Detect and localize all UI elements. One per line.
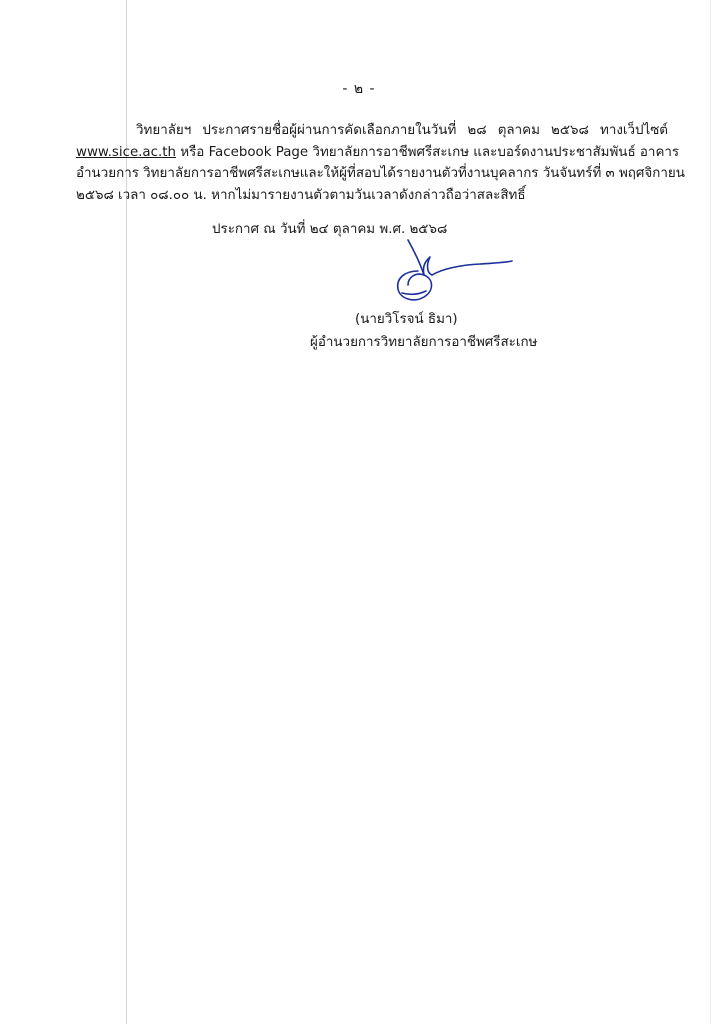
website-link[interactable]: www.sice.ac.th: [76, 144, 176, 160]
announcement-date: ประกาศ ณ วันที่ ๒๔ ตุลาคม พ.ศ. ๒๕๖๘: [212, 222, 448, 237]
page-number: - ๒ -: [342, 81, 376, 97]
body-paragraph: [76, 120, 685, 206]
signer-name: (นายวิโรจน์ ธิมา): [355, 312, 458, 327]
paragraph-line-2: [76, 142, 680, 164]
scan-edge-line: [710, 0, 711, 1024]
paragraph-line-1: วิทยาลัยฯ ประกาศรายชื่อผู้ผ่านการคัดเลือกภายในวันที่ ๒๘ ตุลาคม ๒๕๖๘ ทางเว็ปไซต์: [136, 123, 668, 138]
paragraph-line-2-text: หรือ Facebook Page วิทยาลัยการอาชีพศรีสะเกษ และบอร์ดงานประชาสัมพันธ์ อาคาร: [176, 144, 680, 160]
signature-image: [380, 235, 520, 310]
paragraph-line-3: อำนวยการ วิทยาลัยการอาชีพศรีสะเกษและให้ผู้ที่สอบได้รายงานตัวที่งานบุคลากร วันจันทร์ที่ ๓ พฤศจิกายน: [76, 166, 685, 181]
signer-position: ผู้อำนวยการวิทยาลัยการอาชีพศรีสะเกษ: [310, 335, 538, 350]
paragraph-line-4: ๒๕๖๘ เวลา ๐๘.๐๐ น. หากไม่มารายงานตัวตามวันเวลาดังกล่าวถือว่าสละสิทธิ์: [76, 187, 526, 203]
